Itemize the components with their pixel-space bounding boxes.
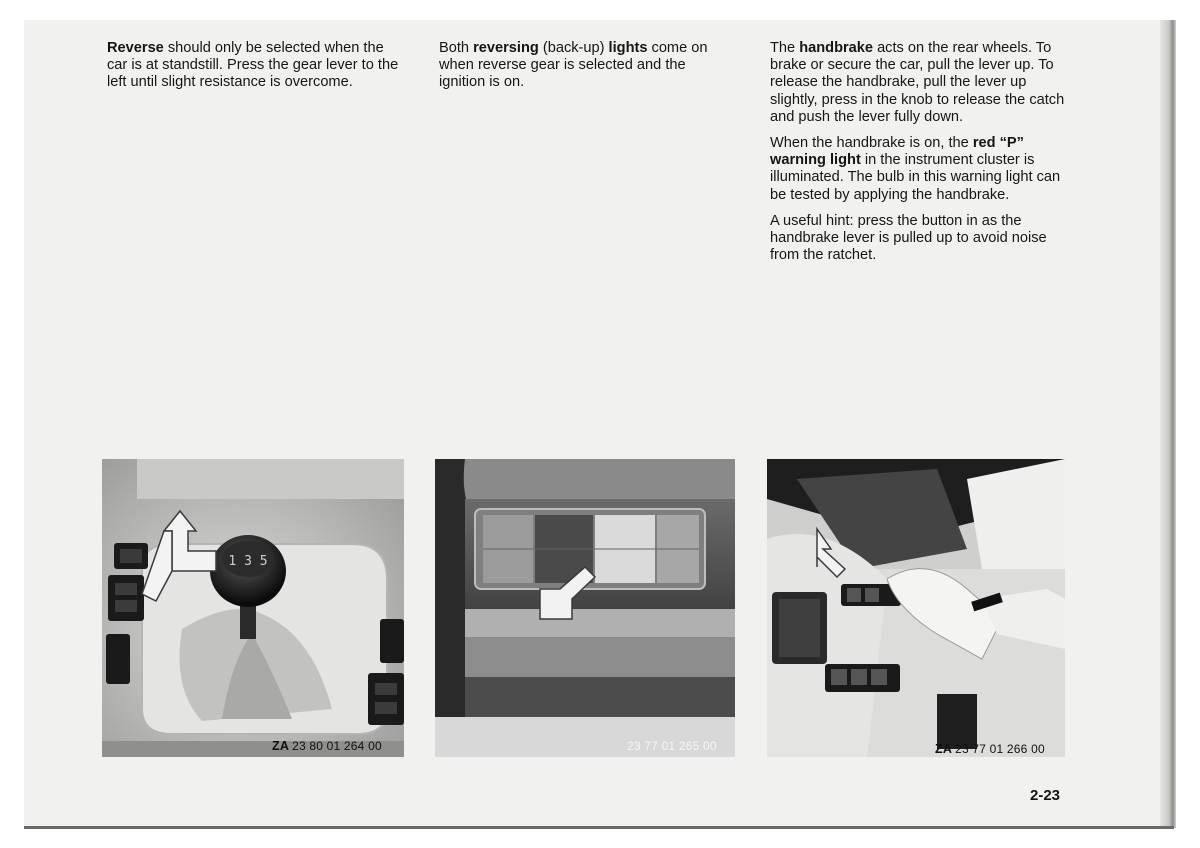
bold-term: red “P” warning light bbox=[770, 135, 1024, 169]
bold-term: reversing bbox=[473, 40, 539, 56]
gear-lever-photo bbox=[102, 459, 404, 757]
bleed-through-middle bbox=[439, 95, 729, 445]
handbrake-figure-code bbox=[935, 742, 1045, 756]
reversing-light-figure-code bbox=[627, 739, 717, 753]
gear-lever-figure-code bbox=[272, 739, 382, 753]
svg-text:1 3 5: 1 3 5 bbox=[228, 554, 268, 569]
handbrake-text bbox=[770, 40, 1070, 273]
text-run: should only be selected when the car is at standstill. Press the gear lever to the left until slight resistance is overcome. bbox=[107, 40, 399, 91]
text-run: (back-up) bbox=[538, 40, 609, 56]
scan-margin bbox=[0, 0, 22, 848]
text-run: A useful hint: press the button in as the handbrake lever is pulled up to avoid noise from the ratchet. bbox=[770, 212, 1047, 264]
paragraph bbox=[107, 40, 407, 92]
handbrake-lever-photo bbox=[767, 459, 1065, 757]
page-number: 2-23 bbox=[1030, 787, 1061, 804]
reverse-gear-text bbox=[107, 40, 407, 101]
bold-term: Reverse bbox=[107, 40, 164, 56]
bold-term: handbrake bbox=[799, 40, 874, 56]
reversing-lights-text bbox=[439, 40, 729, 101]
text-run: come on when reverse gear is selected and the ignition is on. bbox=[439, 40, 708, 91]
figure-prefix: ZA bbox=[935, 742, 953, 756]
text-run: Both bbox=[439, 40, 474, 56]
book-spine-shadow bbox=[1160, 20, 1176, 828]
page-bottom-edge bbox=[24, 826, 1174, 829]
text-run: in the instrument cluster is illuminated. The bulb in this warning light can be tested by applying the handbrake. bbox=[770, 152, 1061, 203]
text-run: The bbox=[770, 40, 800, 56]
paragraph bbox=[770, 213, 1070, 265]
figure-code: 23 77 01 266 00 bbox=[955, 742, 1045, 756]
bleed-through-right bbox=[770, 290, 1070, 440]
paragraph bbox=[439, 40, 729, 92]
paragraph bbox=[770, 135, 1070, 204]
paragraph bbox=[770, 40, 1070, 126]
bold-term: lights bbox=[608, 40, 648, 56]
bleed-through-left bbox=[107, 118, 407, 448]
reversing-light-photo bbox=[435, 459, 735, 757]
text-run: When the handbrake is on, the bbox=[770, 135, 973, 152]
text-run: acts on the rear wheels. To brake or secure the car, pull the lever up. To release the handbrake, pull the lever up slightly, press in the knob to release the catch and push the lever fully down. bbox=[770, 40, 1065, 125]
figure-code: 23 80 01 264 00 bbox=[292, 739, 382, 753]
figure-prefix: ZA bbox=[272, 739, 290, 753]
figure-code: 23 77 01 265 00 bbox=[627, 739, 717, 753]
